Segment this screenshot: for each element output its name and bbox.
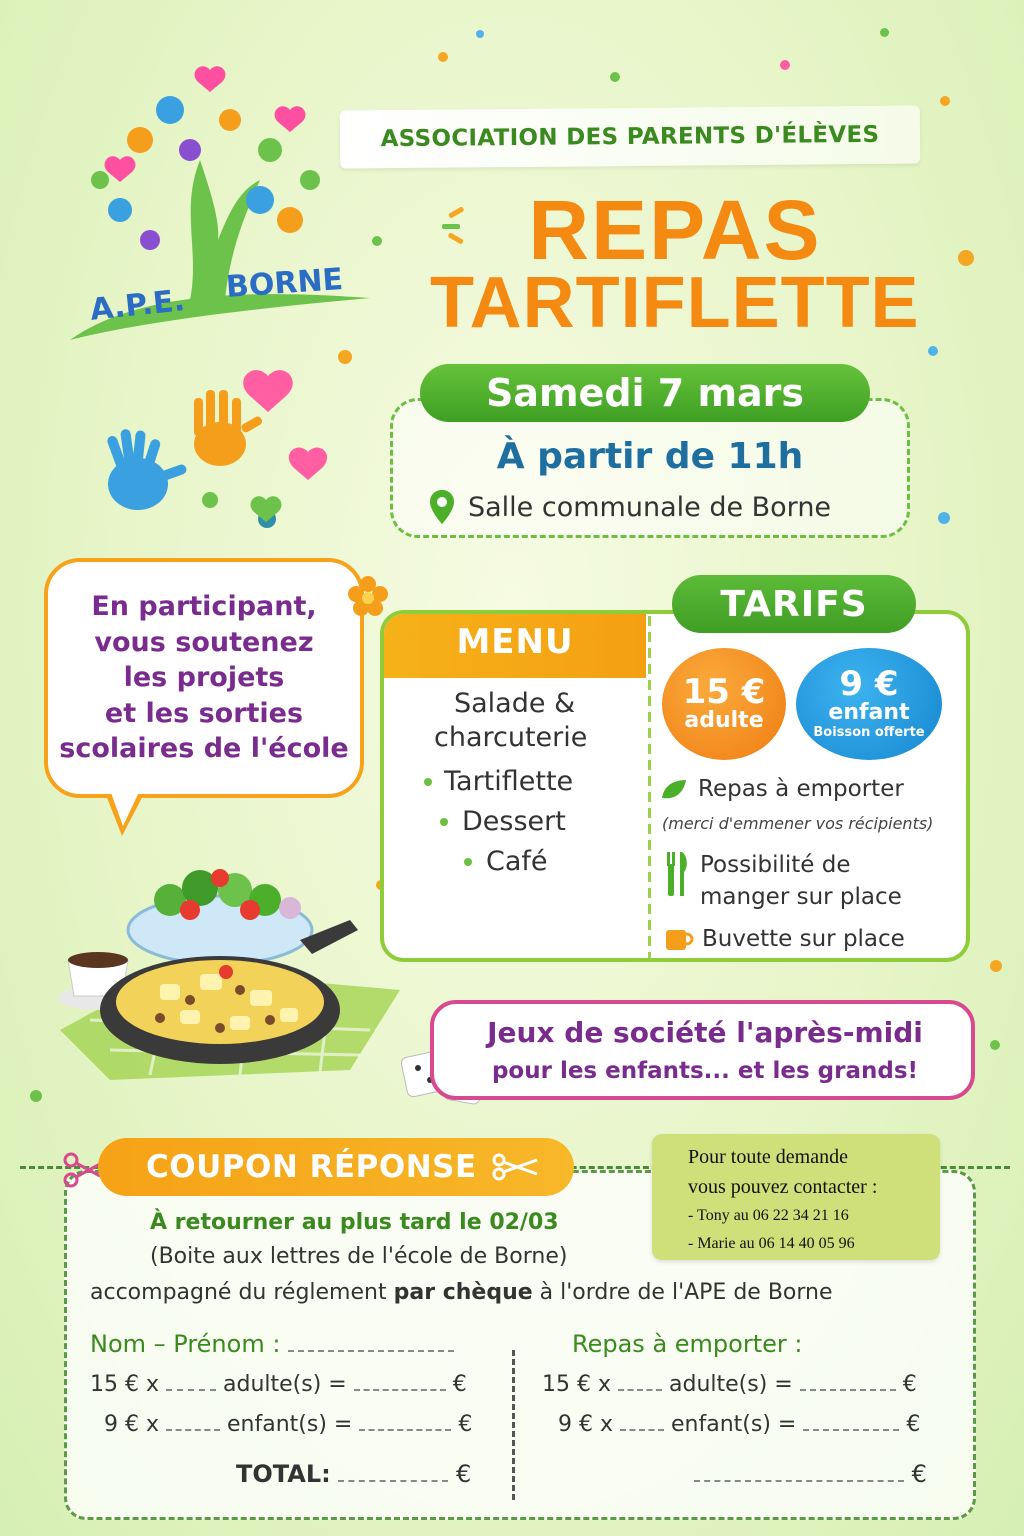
flower-icon xyxy=(346,574,390,618)
bubble-line: et les sorties xyxy=(104,697,304,729)
event-time: À partir de 11h xyxy=(496,436,804,477)
sparkle-icon xyxy=(436,206,476,246)
adult-rate: 15 € x xyxy=(542,1372,611,1397)
confetti-dot xyxy=(990,960,1002,972)
confetti-dot xyxy=(438,52,448,62)
title-line-1: REPAS xyxy=(528,183,822,277)
confetti-dot xyxy=(938,512,950,524)
total-input[interactable] xyxy=(338,1464,448,1482)
menu-item-salad-line1: Salade & xyxy=(454,688,576,719)
bubble-line: En participant, xyxy=(91,590,317,622)
confetti-dot xyxy=(958,250,974,266)
child-unit: enfant(s) = xyxy=(671,1412,797,1437)
bubble-tail-inner xyxy=(110,790,140,826)
adult-row-right xyxy=(542,1372,917,1397)
adult-rate: 15 € x xyxy=(90,1372,159,1397)
payment-prefix: accompagné du réglement xyxy=(90,1280,394,1305)
payment-bold: par chèque xyxy=(393,1280,533,1305)
price-adult-amount: 15 € xyxy=(682,671,766,712)
confetti-dot xyxy=(880,28,889,37)
adult-unit: adulte(s) = xyxy=(223,1372,347,1397)
child-rate: 9 € x xyxy=(558,1412,613,1437)
currency: € xyxy=(456,1460,472,1488)
games-box xyxy=(430,1000,975,1100)
adult-amount-input[interactable] xyxy=(354,1373,446,1391)
location-pin-icon xyxy=(430,490,454,524)
menu-title: MENU xyxy=(456,622,574,662)
price-child-label: enfant xyxy=(828,700,910,726)
takeaway-adult-qty-input[interactable] xyxy=(618,1373,662,1391)
currency: € xyxy=(911,1460,927,1488)
contact-box xyxy=(652,1134,940,1260)
child-row-left xyxy=(104,1412,472,1437)
menu-item-tartiflette: Tartiflette xyxy=(444,766,574,797)
deadline-date: 02/03 xyxy=(489,1210,559,1235)
total-label: TOTAL: xyxy=(236,1460,331,1488)
takeaway-text: Repas à emporter xyxy=(698,776,904,802)
confetti-dot xyxy=(990,1040,1000,1050)
menu-item-salad-line2: charcuterie xyxy=(434,722,588,753)
contact-line-1: Pour toute demande xyxy=(688,1146,848,1168)
takeaway-label: Repas à emporter : xyxy=(572,1330,803,1358)
bar-text: Buvette sur place xyxy=(702,926,905,952)
contact-line-4: - Marie au 06 14 40 05 96 xyxy=(688,1235,855,1252)
event-date: Samedi 7 mars xyxy=(420,364,870,422)
contact-line-3: - Tony au 06 22 34 21 16 xyxy=(688,1207,849,1224)
title-line-2: TARTIFLETTE xyxy=(430,263,920,343)
mug-icon xyxy=(664,926,694,952)
association-name: ASSOCIATION DES PARENTS D'ÉLÈVES xyxy=(380,121,880,153)
bullet-icon xyxy=(424,778,432,786)
price-child-note: Boisson offerte xyxy=(813,725,925,741)
total-row-right xyxy=(694,1460,927,1488)
scissors-icon xyxy=(62,1150,102,1190)
total-row-left xyxy=(236,1460,471,1488)
confetti-dot xyxy=(30,1090,42,1102)
eat-in-line1: Possibilité de xyxy=(700,852,851,878)
eat-in-line2: manger sur place xyxy=(700,884,902,910)
takeaway-note: (merci d'emmener vos récipients) xyxy=(662,814,934,833)
coupon-payment xyxy=(90,1280,833,1305)
confetti-dot xyxy=(610,72,620,82)
takeaway-adult-amount-input[interactable] xyxy=(800,1373,896,1391)
coupon-title-text: COUPON RÉPONSE xyxy=(146,1149,477,1185)
name-input[interactable] xyxy=(288,1334,454,1352)
bubble-text xyxy=(49,579,358,777)
adult-row-left xyxy=(90,1372,467,1397)
child-amount-input[interactable] xyxy=(359,1413,451,1431)
takeaway-child-qty-input[interactable] xyxy=(620,1413,664,1431)
decoration-hands-icon xyxy=(90,360,350,560)
association-banner xyxy=(340,105,920,168)
games-line-2: pour les enfants... et les grands! xyxy=(491,1058,919,1084)
currency: € xyxy=(902,1372,917,1397)
event-place: Salle communale de Borne xyxy=(468,491,832,523)
child-unit: enfant(s) = xyxy=(227,1412,353,1437)
logo-borne-text: BORNE xyxy=(224,261,345,306)
currency: € xyxy=(452,1372,467,1397)
name-label xyxy=(90,1330,454,1358)
price-adult-badge xyxy=(662,648,786,760)
menu-item-cafe: Café xyxy=(486,846,548,877)
bubble-line: vous soutenez xyxy=(94,626,314,658)
logo-ape-text: A.P.E. xyxy=(88,283,187,328)
ape-borne-logo xyxy=(60,40,380,370)
currency: € xyxy=(906,1412,921,1437)
games-line-1: Jeux de société l'après-midi xyxy=(487,1016,923,1049)
tarifs-title: TARIFS xyxy=(672,575,916,633)
coupon-mailbox: (Boite aux lettres de l'école de Borne) xyxy=(150,1244,568,1269)
scissors-icon xyxy=(491,1152,539,1182)
adult-unit: adulte(s) = xyxy=(669,1372,793,1397)
takeaway-child-amount-input[interactable] xyxy=(803,1413,899,1431)
payment-suffix: à l'ordre de l'APE de Borne xyxy=(532,1280,833,1305)
price-child-amount: 9 € xyxy=(839,664,899,705)
tartiflette-illustration xyxy=(50,850,410,1090)
deadline-prefix: À retourner au plus tard le xyxy=(150,1210,490,1235)
confetti-dot xyxy=(940,96,950,106)
coupon-deadline xyxy=(150,1210,559,1235)
child-row-right xyxy=(558,1412,920,1437)
name-label-text: Nom – Prénom : xyxy=(90,1330,281,1358)
child-rate: 9 € x xyxy=(104,1412,159,1437)
price-child-badge xyxy=(796,648,942,760)
bubble-line: scolaires de l'école xyxy=(59,733,349,765)
bullet-icon xyxy=(440,818,448,826)
event-place-row xyxy=(430,490,831,524)
child-qty-input[interactable] xyxy=(166,1413,220,1431)
bubble-line: les projets xyxy=(123,662,285,694)
menu-divider xyxy=(648,616,651,958)
leaf-icon xyxy=(660,778,688,802)
bullet-icon xyxy=(464,858,472,866)
coupon-split-line xyxy=(512,1350,515,1500)
adult-qty-input[interactable] xyxy=(166,1373,216,1391)
price-adult-label: adulte xyxy=(684,707,764,733)
confetti-dot xyxy=(780,60,790,70)
confetti-dot xyxy=(928,346,938,356)
confetti-dot xyxy=(476,30,484,38)
contact-line-2: vous pouvez contacter : xyxy=(688,1176,878,1198)
takeaway-total-input[interactable] xyxy=(694,1464,904,1482)
support-bubble xyxy=(44,558,364,798)
coupon-title xyxy=(98,1138,574,1196)
currency: € xyxy=(458,1412,473,1437)
menu-item-dessert: Dessert xyxy=(462,806,566,837)
cutlery-icon xyxy=(664,852,690,896)
